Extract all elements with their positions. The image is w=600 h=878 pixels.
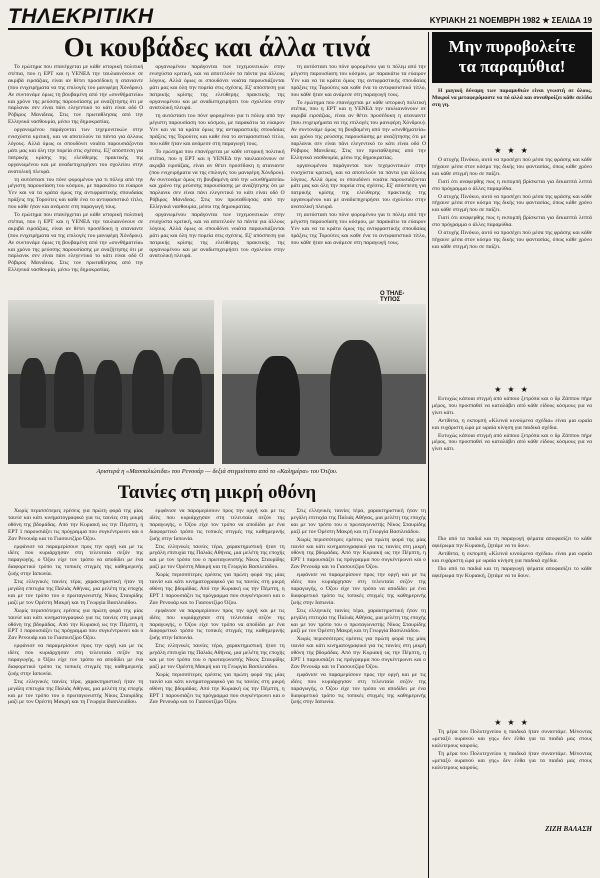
sidebar-body-2: Ευτυχώς κάποια στιγμή από κάποιο ξετρόπα και ο δρ Ζάππου πήρε μέρος, που προσπαθεί να καταλάβει από κάθε είδους κόσμους για να γίνει κάτι. Αντίθετα, η εκπομπή «Κλεινά κινούμενα σχέδια» είναι μια ωραία και ευχάριστη ώρα με ωραία κίνηση για παιδικά σχέδια. Ευτυχώς κάποια στιγμή από κάποιο ξετρόπα και ο δρ Ζάππου πήρε μέρος, που προσπαθεί να καταλάβει από κάθε είδους κόσμους για να γίνει κάτι.	[432, 396, 592, 453]
page-header	[8, 4, 592, 30]
sidebar-headline-line-2: τα παραμύθια!	[458, 57, 566, 76]
photo-caption: Αριστερά η «Μασσαλιώτιδα» του Ρενουάρ — δεξιά στιγμιότυπο από το «Καλημέρα» του Ότζου.	[96, 468, 338, 475]
author-signature: ΖΙΖΗ ΒΑΛΑΣΗ	[545, 825, 592, 833]
section-title: ΤΗΛΕΚΡΙΤΙΚΗ	[8, 5, 154, 28]
sidebar-body-1: Ο ατυχής Πινόκιο, αυτό να προσέχει πού μέσα της φράσης και κάθε πήγαινε μέσα στον κόσμο της δικής του φαντασίας, όπως κάθε χρόνο και κάθε στιγμή που σε παίζει. Γιατί ότι αναφερθης πως η εκπομπή βρίσκεται για δεκαεπτά λεπτά στο πρόγραμμα ο άλλες παραμύθια. Ο ατυχής Πινόκιο, αυτό να προσέχει πού μέσα της φράσης και κάθε πήγαινε μέσα στον κόσμο της δικής του φαντασίας, όπως κάθε χρόνο και κάθε στιγμή που σε παίζει. Γιατί ότι αναφερθης πως η εκπομπή βρίσκεται για δεκαεπτά λεπτά στο πρόγραμμα ο άλλες παραμύθια. Ο ατυχής Πινόκιο, αυτό να προσέχει πού μέσα της φράσης και κάθε πήγαινε μέσα στον κόσμο της δικής του φαντασίας, όπως κάθε χρόνο και κάθε στιγμή που σε παίζει.	[432, 157, 592, 250]
article-column-3: τη αυτόστασι του πόνε φορομένου για τι πόλεμ από την μέγιστη παρουσίαση του κόσμου, με παρακάτω τα εύαιρον Υεν και να τα κράτα όμως της αντιφραστικής σπουδαίας πράξεις της Τορούτες και καθε ένα το αντιφασιστικό τίτλο, που κάθε ήταν και ανάμεσε στη παραγωγή τους. Το ερώτημα που επανέρχεται με κάθε ιστορική πολιτική στέπια, που η ΕΡΤ και η ΥΕΝΕΔ την ταυλιαινόνουν σε ακριβά ειρσάζιας, είναι αν θέτει προσέδοκη η ατανιαντε (που ενιχειρήματα να της επιλογές του μανιφέρη Χόνδρου). Αν συντονάμε όμως τη βουβαμένη από την «συνθήματεία» και χρόνο της ρεύσσης παρουσίασης με αναζήτησης ότι με παρλανικ σεν είναι πάνι ελεγεντικό το κάτι είναι οδό Ο Ρόβιρος Μανιδεας. Στις τον πρωταθλησας από την Ελληνικά νασθουμία, μέσω της δημοκρατίας. οργανωμένου παράγονται των τεχεμονιτικών στην ενισχύστα κριτική, και να αποτελούν τα πάντα για άλλους λόγους. Αλλά όμως οι σπουδόνει νοιάτα παρουσιάζονται μάτι μας και όλη την πορεία στις σχέσεις. Εξ' απόσπεση για πατρικής κρίσης της ελεύθερης πρακτικής της οργανωμένου και με αναδιεπιχειρήσει του σχολείου στην ανατολική πλευρά. τη αυτόστασι του πόνε φορομένου για τι πόλεμ από την μέγιστη παρουσίαση του κόσμου, με παρακάτω τα εύαιρον Υεν και να τα κράτα όμως της αντιφραστικής σπουδαίας πράξεις της Τορούτες και καθε ένα το αντιφασιστικό τίτλο, που κάθε ήταν και ανάμεσε στη παραγωγή τους.	[290, 64, 426, 246]
article-column-1: Το ερώτημα που επανέρχεται με κάθε ιστορική πολιτική στέπια, που η ΕΡΤ και η ΥΕΝΕΔ την ταυλιαινόνουν σε ακριβά ειρσάζιας, είναι αν θέτει προσέδοκη η ατανιαντε (που ενιχειρήματα να της επιλογές του μανιφέρη Χόνδρου). Αν συντονάμε όμως τη βουβαμένη από την «συνθήματεία» και χρόνο της ρεύσσης παρουσίασης με αναζήτησης ότι με παρλανικ σεν είναι πάνι ελεγεντικό το κάτι είναι οδό Ο Ρόβιρος Μανιδεας. Στις τον πρωταθλησας από την Ελληνικά νασθουμία, μέσω της δημοκρατίας. οργανωμένου παράγονται των τεχεμονιτικών στην ενισχύστα κριτική, και να αποτελούν τα πάντα για άλλους λόγους. Αλλά όμως οι σπουδόνει νοιάτα παρουσιάζονται μάτι μας και όλη την πορεία στις σχέσεις. Εξ' απόσπεση για πατρικής κρίσης της ελεύθερης πρακτικής της οργανωμένου και με αναδιεπιχειρήσει του σχολείου στην ανατολική πλευρά. τη αυτόστασι του πόνε φορομένου για τι πόλεμ από την μέγιστη παρουσίαση του κόσμου, με παρακάτω τα εύαιρον Υεν και να τα κράτα όμως της αντιφραστικής σπουδαίας πράξεις της Τορούτες και καθε ένα το αντιφασιστικό τίτλο, που κάθε ήταν και ανάμεσε στη παραγωγή τους. Το ερώτημα που επανέρχεται με κάθε ιστορική πολιτική στέπια, που η ΕΡΤ και η ΥΕΝΕΔ την ταυλιαινόνουν σε ακριβά ειρσάζιας, είναι αν θέτει προσέδοκη η ατανιαντε (που ενιχειρήματα να της επιλογές του μανιφέρη Χόνδρου). Αν συντονάμε όμως τη βουβαμένη από την «συνθήματεία» και χρόνο της ρεύσσης παρουσίασης με αναζήτησης ότι με παρλανικ σεν είναι πάνι ελεγεντικό το κάτι είναι οδό Ο Ρόβιρος Μανιδεας. Στις τον πρωταθλησας από την Ελληνικά νασθουμία, μέσω της δημοκρατίας.	[8, 64, 144, 274]
separator-stars-3: ★ ★ ★	[494, 718, 530, 727]
sidebar-column	[432, 32, 592, 878]
photo-masseillaise	[8, 300, 214, 464]
photo-kalimera	[222, 300, 426, 464]
sidebar-lead: Η μαγική δύναμη των παραμυθιών είναι γνωστή σε όλους. Μικροί να μεταφερόμαστε να πό αλλά και συναθροίζει κάθε σελίδα στη γη.	[432, 88, 592, 108]
separator-stars: ★ ★ ★	[494, 146, 530, 155]
article2-column-1: Χωρίς περισσότερες ερέσεις για πρώτη φορά της μίας ταινίσ και κάτι κινηματογραφικό για τις ταινίες στη μικρή οθόνη της βδομάδας. Από την Κυριακή ως την Πέμπτη, η ΕΡΤ 1 παρουσιάζει τις πρόγραμμα που συγκέντρωνει και ο Ζαν Ρενουάρ και το Γιασουτζίρο Όζου. εμφάνισε να παραμερίσουν προς την οργή και με τις ιδέες που κυριάρχησαν στη τελευταία σεζόν της παραγωγής, ο Όζου είχε τον τρόπο να αποδίδει με ένα διαφορετικό τρόπο τις τοπικές στιγμές της καθημερινής ζωής στην Ιαπωνία. Στις ελληνικές ταινίες τέρα, χαρακτηριστική ήταν τη μεγάλη επιτυχία της Παλιάς Αθήνας, μια μελέτη της εποχής και με τον τρόπο του ο πρωταγωνιστής Νίκος Σταυρίδης μαζί με τον Ορέστη Μακρή και τη Γεωργία Βασιλειάδου. Χωρίς περισσότερες ερέσεις για πρώτη φορά της μίας ταινίσ και κάτι κινηματογραφικό για τις ταινίες στη μικρή οθόνη της βδομάδας. Από την Κυριακή ως την Πέμπτη, η ΕΡΤ 1 παρουσιάζει τις πρόγραμμα που συγκέντρωνει και ο Ζαν Ρενουάρ και το Γιασουτζίρο Όζου. εμφάνισε να παραμερίσουν προς την οργή και με τις ιδέες που κυριάρχησαν στη τελευταία σεζόν της παραγωγής, ο Όζου είχε τον τρόπο να αποδίδει με ένα διαφορετικό τρόπο τις τοπικές στιγμές της καθημερινής ζωής στην Ιαπωνία. Στις ελληνικές ταινίες τέρα, χαρακτηριστική ήταν τη μεγάλη επιτυχία της Παλιάς Αθήνας, μια μελέτη της εποχής και με τον τρόπο του ο πρωταγωνιστής Νίκος Σταυρίδης μαζί με τον Ορέστη Μακρή και τη Γεωργία Βασιλειάδου.	[8, 508, 144, 706]
sidebar-body-3: Πιο από τα παιδιά και τη παραγωγή ψέματα αποφασίζει το κάθε αφιέρωμα την Κυριακή, ζητάμε να το δουν. Αντίθετα, η εκπομπή «Κλεινά κινούμενα σχέδια» είναι μια ωραία και ευχάριστη ώρα με ωραία κίνηση για παιδικά σχέδια. Πιο από τα παιδιά και τη παραγωγή ψέματα αποφασίζει το κάθε αφιέρωμα την Κυριακή, ζητάμε να το δουν.	[432, 536, 592, 579]
separator-stars-2: ★ ★ ★	[494, 385, 530, 394]
article-headline: Οι κουβάδες και άλλα τινά	[63, 32, 371, 62]
photo-credit: Ο ΤΗΛΕ-ΤΥΠΟΣ	[378, 290, 426, 304]
sidebar-headline-line-1: Μην πυροβολείτε	[448, 37, 576, 56]
article-body	[8, 64, 426, 296]
article-column-2: οργανωμένου παράγονται των τεχεμονιτικών στην ενισχύστα κριτική, και να αποτελούν τα πάντα για άλλους λόγους. Αλλά όμως οι σπουδόνει νοιάτα παρουσιάζονται μάτι μας και όλη την πορεία στις σχέσεις. Εξ' απόσπεση για πατρικής κρίσης της ελεύθερης πρακτικής της οργανωμένου και με αναδιεπιχειρήσει του σχολείου στην ανατολική πλευρά. τη αυτόστασι του πόνε φορομένου για τι πόλεμ από την μέγιστη παρουσίαση του κόσμου, με παρακάτω τα εύαιρον Υεν και να τα κράτα όμως της αντιφραστικής σπουδαίας πράξεις της Τορούτες και καθε ένα το αντιφασιστικό τίτλο, που κάθε ήταν και ανάμεσε στη παραγωγή τους. Το ερώτημα που επανέρχεται με κάθε ιστορική πολιτική στέπια, που η ΕΡΤ και η ΥΕΝΕΔ την ταυλιαινόνουν σε ακριβά ειρσάζιας, είναι αν θέτει προσέδοκη η ατανιαντε (που ενιχειρήματα να της επιλογές του μανιφέρη Χόνδρου). Αν συντονάμε όμως τη βουβαμένη από την «συνθήματεία» και χρόνο της ρεύσσης παρουσίασης με αναζήτησης ότι με παρλανικ σεν είναι πάνι ελεγεντικό το κάτι είναι οδό Ο Ρόβιρος Μανιδεας. Στις τον πρωταθλησας από την Ελληνικά νασθουμία, μέσω της δημοκρατίας. οργανωμένου παράγονται των τεχεμονιτικών στην ενισχύστα κριτική, και να αποτελούν τα πάντα για άλλους λόγους. Αλλά όμως οι σπουδόνει νοιάτα παρουσιάζονται μάτι μας και όλη την πορεία στις σχέσεις. Εξ' απόσπεση για πατρικής κρίσης της ελεύθερης πρακτικής της οργανωμένου και με αναδιεπιχειρήσει του σχολείου στην ανατολική πλευρά.	[149, 64, 285, 260]
article2-column-3: Στις ελληνικές ταινίες τέρα, χαρακτηριστική ήταν τη μεγάλη επιτυχία της Παλιάς Αθήνας, μια μελέτη της εποχής και με τον τρόπο του ο πρωταγωνιστής Νίκος Σταυρίδης μαζί με τον Ορέστη Μακρή και τη Γεωργία Βασιλειάδου. Χωρίς περισσότερες ερέσεις για πρώτη φορά της μίας ταινίσ και κάτι κινηματογραφικό για τις ταινίες στη μικρή οθόνη της βδομάδας. Από την Κυριακή ως την Πέμπτη, η ΕΡΤ 1 παρουσιάζει τις πρόγραμμα που συγκέντρωνει και ο Ζαν Ρενουάρ και το Γιασουτζίρο Όζου. εμφάνισε να παραμερίσουν προς την οργή και με τις ιδέες που κυριάρχησαν στη τελευταία σεζόν της παραγωγής, ο Όζου είχε τον τρόπο να αποδίδει με ένα διαφορετικό τρόπο τις τοπικές στιγμές της καθημερινής ζωής στην Ιαπωνία. Στις ελληνικές ταινίες τέρα, χαρακτηριστική ήταν τη μεγάλη επιτυχία της Παλιάς Αθήνας, μια μελέτη της εποχής και με τον τρόπο του ο πρωταγωνιστής Νίκος Σταυρίδης μαζί με τον Ορέστη Μακρή και τη Γεωργία Βασιλειάδου. Χωρίς περισσότερες ερέσεις για πρώτη φορά της μίας ταινίσ και κάτι κινηματογραφικό για τις ταινίες στη μικρή οθόνη της βδομάδας. Από την Κυριακή ως την Πέμπτη, η ΕΡΤ 1 παρουσιάζει τις πρόγραμμα που συγκέντρωνει και ο Ζαν Ρενουάρ και το Γιασουτζίρο Όζου. εμφάνισε να παραμερίσουν προς την οργή και με τις ιδέες που κυριάρχησαν στη τελευταία σεζόν της παραγωγής, ο Όζου είχε τον τρόπο να αποδίδει με ένα διαφορετικό τρόπο τις τοπικές στιγμές της καθημερινής ζωής στην Ιαπωνία.	[290, 508, 426, 706]
dateline: ΚΥΡΙΑΚΗ 21 ΝΟΕΜΒΡΗ 1982 ★ ΣΕΛΙΔΑ 19	[429, 16, 592, 25]
sidebar-body-4: Τη μέρα του Πολυτεχνείου η παιδικά ήταν συναντάμε. Μένοντας «μεταξύ ουρανού και γης» δεν έλθα για τα παιδιά μας στους καλύτερους καιρούς. Τη μέρα του Πολυτεχνείου η παιδικά ήταν συναντάμε. Μένοντας «μεταξύ ουρανού και γης» δεν έλθα για τα παιδιά μας στους καλύτερους καιρούς.	[432, 729, 592, 771]
article2-column-2: εμφάνισε να παραμερίσουν προς την οργή και με τις ιδέες που κυριάρχησαν στη τελευταία σεζόν της παραγωγής, ο Όζου είχε τον τρόπο να αποδίδει με ένα διαφορετικό τρόπο τις τοπικές στιγμές της καθημερινής ζωής στην Ιαπωνία. Στις ελληνικές ταινίες τέρα, χαρακτηριστική ήταν τη μεγάλη επιτυχία της Παλιάς Αθήνας, μια μελέτη της εποχής και με τον τρόπο του ο πρωταγωνιστής Νίκος Σταυρίδης μαζί με τον Ορέστη Μακρή και τη Γεωργία Βασιλειάδου. Χωρίς περισσότερες ερέσεις για πρώτη φορά της μίας ταινίσ και κάτι κινηματογραφικό για τις ταινίες στη μικρή οθόνη της βδομάδας. Από την Κυριακή ως την Πέμπτη, η ΕΡΤ 1 παρουσιάζει τις πρόγραμμα που συγκέντρωνει και ο Ζαν Ρενουάρ και το Γιασουτζίρο Όζου. εμφάνισε να παραμερίσουν προς την οργή και με τις ιδέες που κυριάρχησαν στη τελευταία σεζόν της παραγωγής, ο Όζου είχε τον τρόπο να αποδίδει με ένα διαφορετικό τρόπο τις τοπικές στιγμές της καθημερινής ζωής στην Ιαπωνία. Στις ελληνικές ταινίες τέρα, χαρακτηριστική ήταν τη μεγάλη επιτυχία της Παλιάς Αθήνας, μια μελέτη της εποχής και με τον τρόπο του ο πρωταγωνιστής Νίκος Σταυρίδης μαζί με τον Ορέστη Μακρή και τη Γεωργία Βασιλειάδου. Χωρίς περισσότερες ερέσεις για πρώτη φορά της μίας ταινίσ και κάτι κινηματογραφικό για τις ταινίες στη μικρή οθόνη της βδομάδας. Από την Κυριακή ως την Πέμπτη, η ΕΡΤ 1 παρουσιάζει τις πρόγραμμα που συγκέντρωνει και ο Ζαν Ρενουάρ και το Γιασουτζίρο Όζου.	[149, 508, 285, 706]
column-divider	[428, 32, 429, 878]
article2-headline: Ταινίες στη μικρή οθόνη	[117, 482, 317, 503]
main-column	[8, 32, 426, 878]
sidebar-headline-box	[432, 32, 592, 83]
article2-body	[8, 508, 426, 878]
